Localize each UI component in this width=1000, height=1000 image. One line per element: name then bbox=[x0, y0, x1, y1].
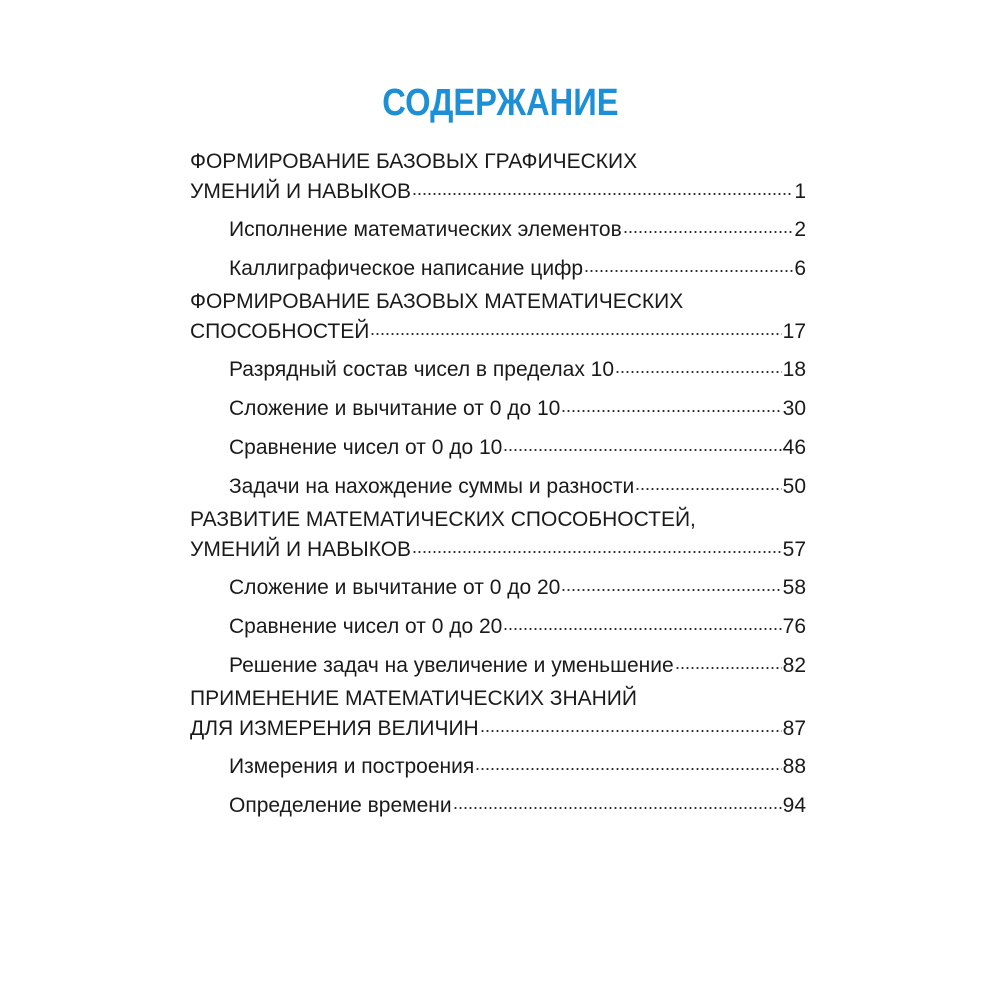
dot-leader bbox=[412, 176, 793, 196]
table-of-contents bbox=[190, 147, 806, 821]
toc-subsection[interactable] bbox=[190, 254, 806, 284]
dot-leader bbox=[623, 214, 794, 234]
toc-section-heading: ФОРМИРОВАНИЕ БАЗОВЫХ МАТЕМАТИЧЕСКИХ bbox=[190, 290, 684, 313]
toc-subsection[interactable] bbox=[190, 651, 806, 681]
dot-leader bbox=[584, 253, 793, 273]
toc-entry-label: Определение времени bbox=[229, 794, 452, 817]
toc-page-number: 30 bbox=[782, 397, 806, 420]
toc-subsection[interactable] bbox=[190, 355, 806, 385]
toc-subsection[interactable] bbox=[190, 612, 806, 642]
toc-page-number: 1 bbox=[794, 180, 806, 203]
toc-subsection[interactable] bbox=[190, 752, 806, 782]
dot-leader bbox=[370, 316, 781, 336]
toc-subsection[interactable] bbox=[190, 215, 806, 245]
toc-page-number: 46 bbox=[782, 436, 806, 459]
dot-leader bbox=[480, 713, 782, 733]
toc-page-number: 6 bbox=[794, 257, 806, 280]
toc-entry-label: Сложение и вычитание от 0 до 20 bbox=[229, 576, 561, 599]
dot-leader bbox=[561, 393, 781, 413]
toc-section-heading: ПРИМЕНЕНИЕ МАТЕМАТИЧЕСКИХ ЗНАНИЙ bbox=[190, 687, 637, 710]
toc-page-number: 17 bbox=[782, 320, 806, 343]
dot-leader bbox=[453, 790, 782, 810]
toc-section-2[interactable] bbox=[190, 287, 806, 347]
toc-page-number: 76 bbox=[782, 615, 806, 638]
toc-entry-label: Разрядный состав чисел в пределах 10 bbox=[229, 358, 615, 381]
dot-leader bbox=[503, 432, 781, 452]
dot-leader bbox=[615, 354, 782, 374]
toc-entry-label: Каллиграфическое написание цифр bbox=[229, 257, 584, 280]
toc-page-number: 57 bbox=[782, 538, 806, 561]
toc-entry-label: Исполнение математических элементов bbox=[229, 218, 622, 241]
toc-section-3[interactable] bbox=[190, 505, 806, 565]
toc-entry-label: Сложение и вычитание от 0 до 10 bbox=[229, 397, 561, 420]
dot-leader bbox=[503, 611, 781, 631]
toc-page-number: 50 bbox=[782, 475, 806, 498]
dot-leader bbox=[675, 650, 782, 670]
toc-page-number: 82 bbox=[782, 654, 806, 677]
toc-section-1[interactable] bbox=[190, 147, 806, 207]
toc-entry-label: Сравнение чисел от 0 до 10 bbox=[229, 436, 503, 459]
toc-entry-label: Сравнение чисел от 0 до 20 bbox=[229, 615, 503, 638]
toc-entry-label: Задачи на нахождение суммы и разности bbox=[229, 475, 635, 498]
toc-section-heading: ФОРМИРОВАНИЕ БАЗОВЫХ ГРАФИЧЕСКИХ bbox=[190, 150, 638, 173]
dot-leader bbox=[412, 534, 782, 554]
toc-subsection[interactable] bbox=[190, 433, 806, 463]
toc-page-number: 18 bbox=[782, 358, 806, 381]
toc-page-number: 58 bbox=[782, 576, 806, 599]
toc-subsection[interactable] bbox=[190, 394, 806, 424]
toc-entry-label: Измерения и построения bbox=[229, 755, 475, 778]
toc-subsection[interactable] bbox=[190, 791, 806, 821]
toc-entry-label: Решение задач на увеличение и уменьшение bbox=[229, 654, 674, 677]
dot-leader bbox=[561, 572, 781, 592]
toc-section-4[interactable] bbox=[190, 684, 806, 744]
dot-leader bbox=[635, 471, 781, 491]
toc-subsection[interactable] bbox=[190, 573, 806, 603]
page-title: СОДЕРЖАНИЕ bbox=[382, 82, 619, 124]
toc-section-heading: РАЗВИТИЕ МАТЕМАТИЧЕСКИХ СПОСОБНОСТЕЙ, bbox=[190, 508, 696, 531]
toc-entry-label: ДЛЯ ИЗМЕРЕНИЯ ВЕЛИЧИН bbox=[190, 717, 479, 740]
dot-leader bbox=[475, 751, 781, 771]
toc-entry-label: УМЕНИЙ И НАВЫКОВ bbox=[190, 180, 412, 203]
toc-page-number: 88 bbox=[782, 755, 806, 778]
toc-page-number: 94 bbox=[782, 794, 806, 817]
toc-entry-label: СПОСОБНОСТЕЙ bbox=[190, 320, 370, 343]
toc-entry-label: УМЕНИЙ И НАВЫКОВ bbox=[190, 538, 412, 561]
toc-page-number: 87 bbox=[782, 717, 806, 740]
toc-page-number: 2 bbox=[794, 218, 806, 241]
toc-subsection[interactable] bbox=[190, 472, 806, 502]
